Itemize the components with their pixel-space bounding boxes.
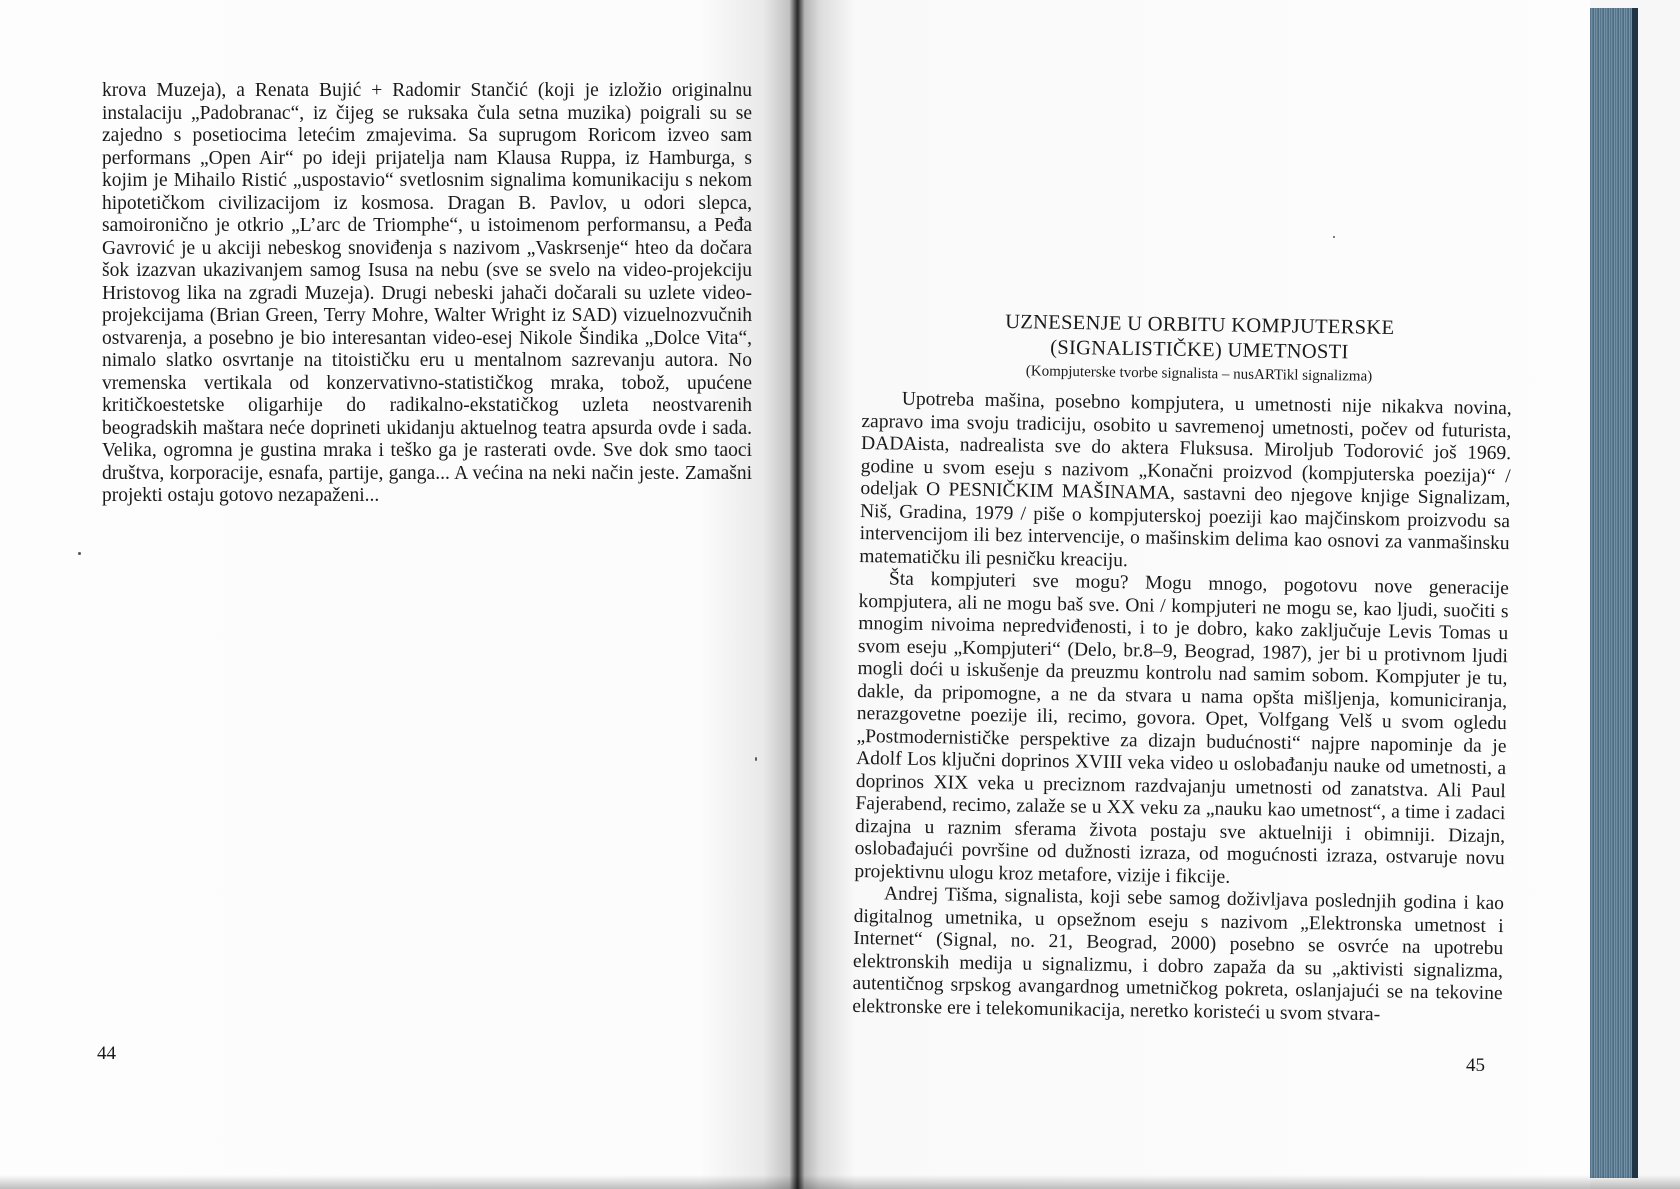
right-paragraph-2: Šta kompjuteri sve mogu? Mogu mnogo, pogotovu nove generacije kompjutera, ali ne mogu baš sve. Oni / kompjuteri ne mogu se, kao ljudi, suočiti s mnogim nivoima nepredviđenosti, i to je dobro, kako zaključuje Levis Tomas u svom eseju „Kompjuteri“ (Delo, br.8–9, Beograd, 1987), jer bi u protivnom ljudi mogli doći u iskušenje da preuzmu kontrolu nad samim sobom. Kompjuter je tu, dakle, da pripomogne, a ne da stvara u nama opšta mišljenja, komuniciranja, nerazgovetne poezije ili, recimo, govora. Opet, Volfgang Velš u svom ogledu „Postmodernističke perspektive za dizajn budućnosti“ najpre napominje da je Adolf Los ključni doprinos XVIII veka video u oslobađanju nauke od umetnosti, a doprinos XIX veka u preciznom razdvajanju umetnosti od zanatstva. Ali Paul Fajerabend, recimo, zalaže se u XX veku za „nauku kao umetnost“, a time i zadaci dizajna u raznim sferama života postaju sve aktuelniji i obimniji. Dizajn, oslobađajući površine od dužnosti izraza, od mogućnosti izraza, ostvaruje novu projektivnu ulogu kroz metafore, vizije i fikcije. xyxy=(854,568,1510,888)
right-paragraph-1: Upotreba mašina, posebno kompjutera, u umetnosti nije nikakva novina, zapravo ima svoju tradiciju, osobito u savremenoj umetnosti, počev od futurista, DADAista, nadrealista sve do aktera Fluksusa. Miroljub Todorović još 1969. godine u svom eseju s nazivom „Konačni proizvod (kompjuterska poezija)“ / odeljak O PESNIČKIM MAŠINAMA, sastavni deo njegove knjige Signalizam, Niš, Gradina, 1979 / piše o kompjuterskoj poeziji kao majčinskom proizvodu sa intervencijom ili bez intervencije, o mašinskim delima kao osnovi za vanmašinsku matematičku ili pesničku kreaciju. xyxy=(859,388,1512,571)
right-page-number: 45 xyxy=(1466,1055,1485,1076)
paper-speck xyxy=(78,552,81,555)
chapter-title-line2: (SIGNALISTIČKE) UMETNOSTI xyxy=(1049,336,1349,364)
chapter-title-line1: UZNESENJE U ORBITU KOMPJUTERSKE xyxy=(1005,310,1395,340)
page-edge-stack xyxy=(1590,8,1632,1178)
book-gutter xyxy=(789,0,805,1189)
left-page-body xyxy=(102,80,752,508)
right-page-body xyxy=(852,388,1512,1028)
left-page-number: 44 xyxy=(97,1043,116,1064)
paper-speck xyxy=(755,757,757,761)
chapter-heading xyxy=(879,308,1520,390)
paper-speck xyxy=(1333,236,1335,238)
left-page xyxy=(0,0,795,1189)
right-paragraph-3: Andrej Tišma, signalista, koji sebe samog doživljava poslednjih godina i kao digitalnog umetnika, u opsežnom eseju s nazivom „Elektronska umetnost i Internet“ (Signal, no. 21, Beograd, 2000) posebno se osvrće na upotrebu elektronskih medija u signalizmu, i dobro zapaža da su „aktivisti signalizma, autentičnog srpskog avangardnog umetničkog pokreta, oslanjajući se na tekovine elektronske ere i telekomunikacija, neretko koristeći u svom stvara- xyxy=(852,883,1505,1025)
left-page-paragraph: krova Muzeja), a Renata Bujić + Radomir Stančić (koji je izložio originalnu instalaciju „Padobranac“, iz čijeg se ruksaka čula setna muzika) poigrali su se zajedno s posetiocima letećim zmajevima. Sa suprugom Roricom izveo sam performans „Open Air“ po ideji prijatelja nam Klausa Ruppa, iz Hamburga, s kojim je Mihailo Ristić „uspostavio“ svetlosnim signalima komunikaciju s nekom hipotetičkom civilizacijom iz kosmosa. Dragan B. Pavlov, u odori slepca, samoironično je otkrio „L’arc de Triomphe“, u istoimenom performansu, a Peđa Gavrović je u akciji nebeskog snoviđenja s nazivom „Vaskrsenje“ hteo da dočara šok izazvan ukazivanjem samog Isusa na nebu (sve se svelo na video-projekciju Hristovog lika na zgradi Muzeja). Drugi nebeski jahači dočarali su uzlete video-projekcijama (Brian Green, Terry Mohre, Walter Wright iz SAD) vizuelnozvučnih ostvarenja, a posebno je bio interesantan video-esej Nikole Šindika „Dolce Vita“, nimalo slatko osvrtanje na titoističku eru u mentalnom sazrevanju autora. No vremenska vertikala od konzervativno-statističkog mraka, tobož, upućene kritičkoestetske oligarhije do radikalno-ekstatičkog uzleta neostvarenih beogradskih maštara neće doprineti ukidanju aktuelnog teatra apsurda ovde i sada. Velika, ogromna je gustina mraka i teško ga je rasterati ovde. Sve dok smo taoci društva, korporacije, esnafa, partije, ganga... A većina na neki način jeste. Zamašni projekti ostaju gotovo nezapaženi... xyxy=(102,80,752,506)
chapter-subtitle: (Kompjuterske tvorbe signalista – nusARTikl signalizma) xyxy=(1025,363,1373,385)
scan-bottom-shadow xyxy=(0,1175,1680,1189)
